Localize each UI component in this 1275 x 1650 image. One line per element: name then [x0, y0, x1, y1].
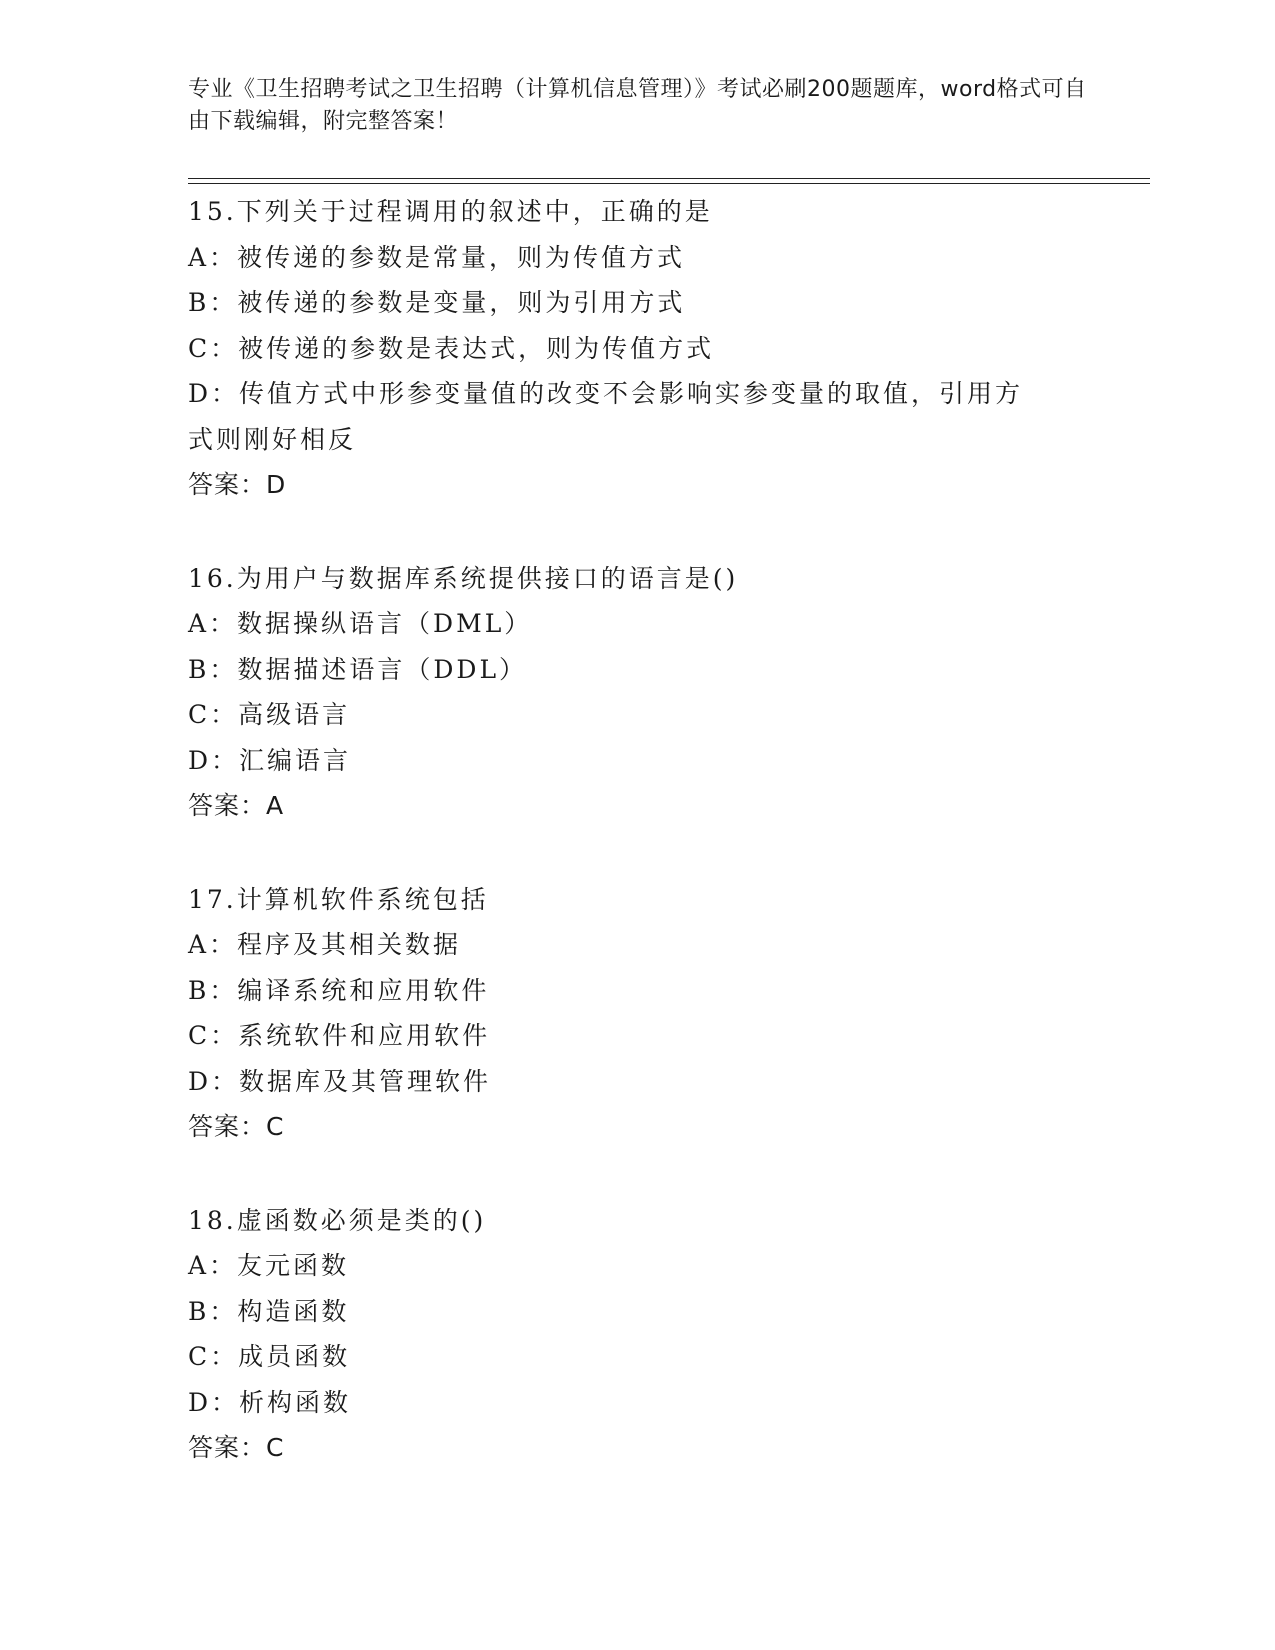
answer: 答案：C: [188, 1112, 285, 1141]
option-c: C：高级语言: [188, 700, 351, 729]
option-c: C：被传递的参数是表达式，则为传值方式: [188, 333, 715, 363]
option-b: B：数据描述语言（DDL）: [188, 654, 528, 684]
question-list: [188, 189, 1088, 1519]
answer: 答案：A: [188, 791, 285, 820]
question-stem: 17.计算机软件系统包括: [188, 884, 489, 914]
option-b: B：构造函数: [188, 1296, 350, 1326]
question-17: [188, 877, 1088, 1150]
option-a: A：被传递的参数是常量，则为传值方式: [188, 242, 686, 272]
option-d: D：析构函数: [188, 1387, 352, 1417]
option-d: D：数据库及其管理软件: [188, 1066, 492, 1096]
answer: 答案：C: [188, 1433, 285, 1462]
option-b: B：被传递的参数是变量，则为引用方式: [188, 288, 686, 317]
option-d: D：汇编语言: [188, 745, 352, 775]
option-a: A：数据操纵语言（DML）: [188, 609, 533, 638]
header-divider-top: [188, 178, 1150, 179]
option-d: D：传值方式中形参变量值的改变不会影响实参变量的取值，引用方式则刚好相反: [188, 379, 1024, 454]
question-stem: 16.为用户与数据库系统提供接口的语言是(): [188, 563, 739, 593]
option-c: C：成员函数: [188, 1342, 351, 1371]
question-16: [188, 556, 1088, 829]
option-c: C：系统软件和应用软件: [188, 1021, 491, 1050]
question-18: [188, 1198, 1088, 1471]
question-stem: 15.下列关于过程调用的叙述中，正确的是: [188, 197, 713, 226]
option-a: A：程序及其相关数据: [188, 930, 462, 959]
document-header: 专业《卫生招聘考试之卫生招聘（计算机信息管理）》考试必刷200题题库，word格式可自由下载编辑，附完整答案！: [188, 77, 1087, 134]
question-stem: 18.虚函数必须是类的(): [188, 1205, 487, 1235]
header-divider-bottom: [188, 183, 1150, 184]
question-15: [188, 189, 1088, 508]
option-b: B：编译系统和应用软件: [188, 975, 490, 1005]
answer: 答案：D: [188, 470, 287, 499]
option-a: A：友元函数: [188, 1251, 350, 1280]
